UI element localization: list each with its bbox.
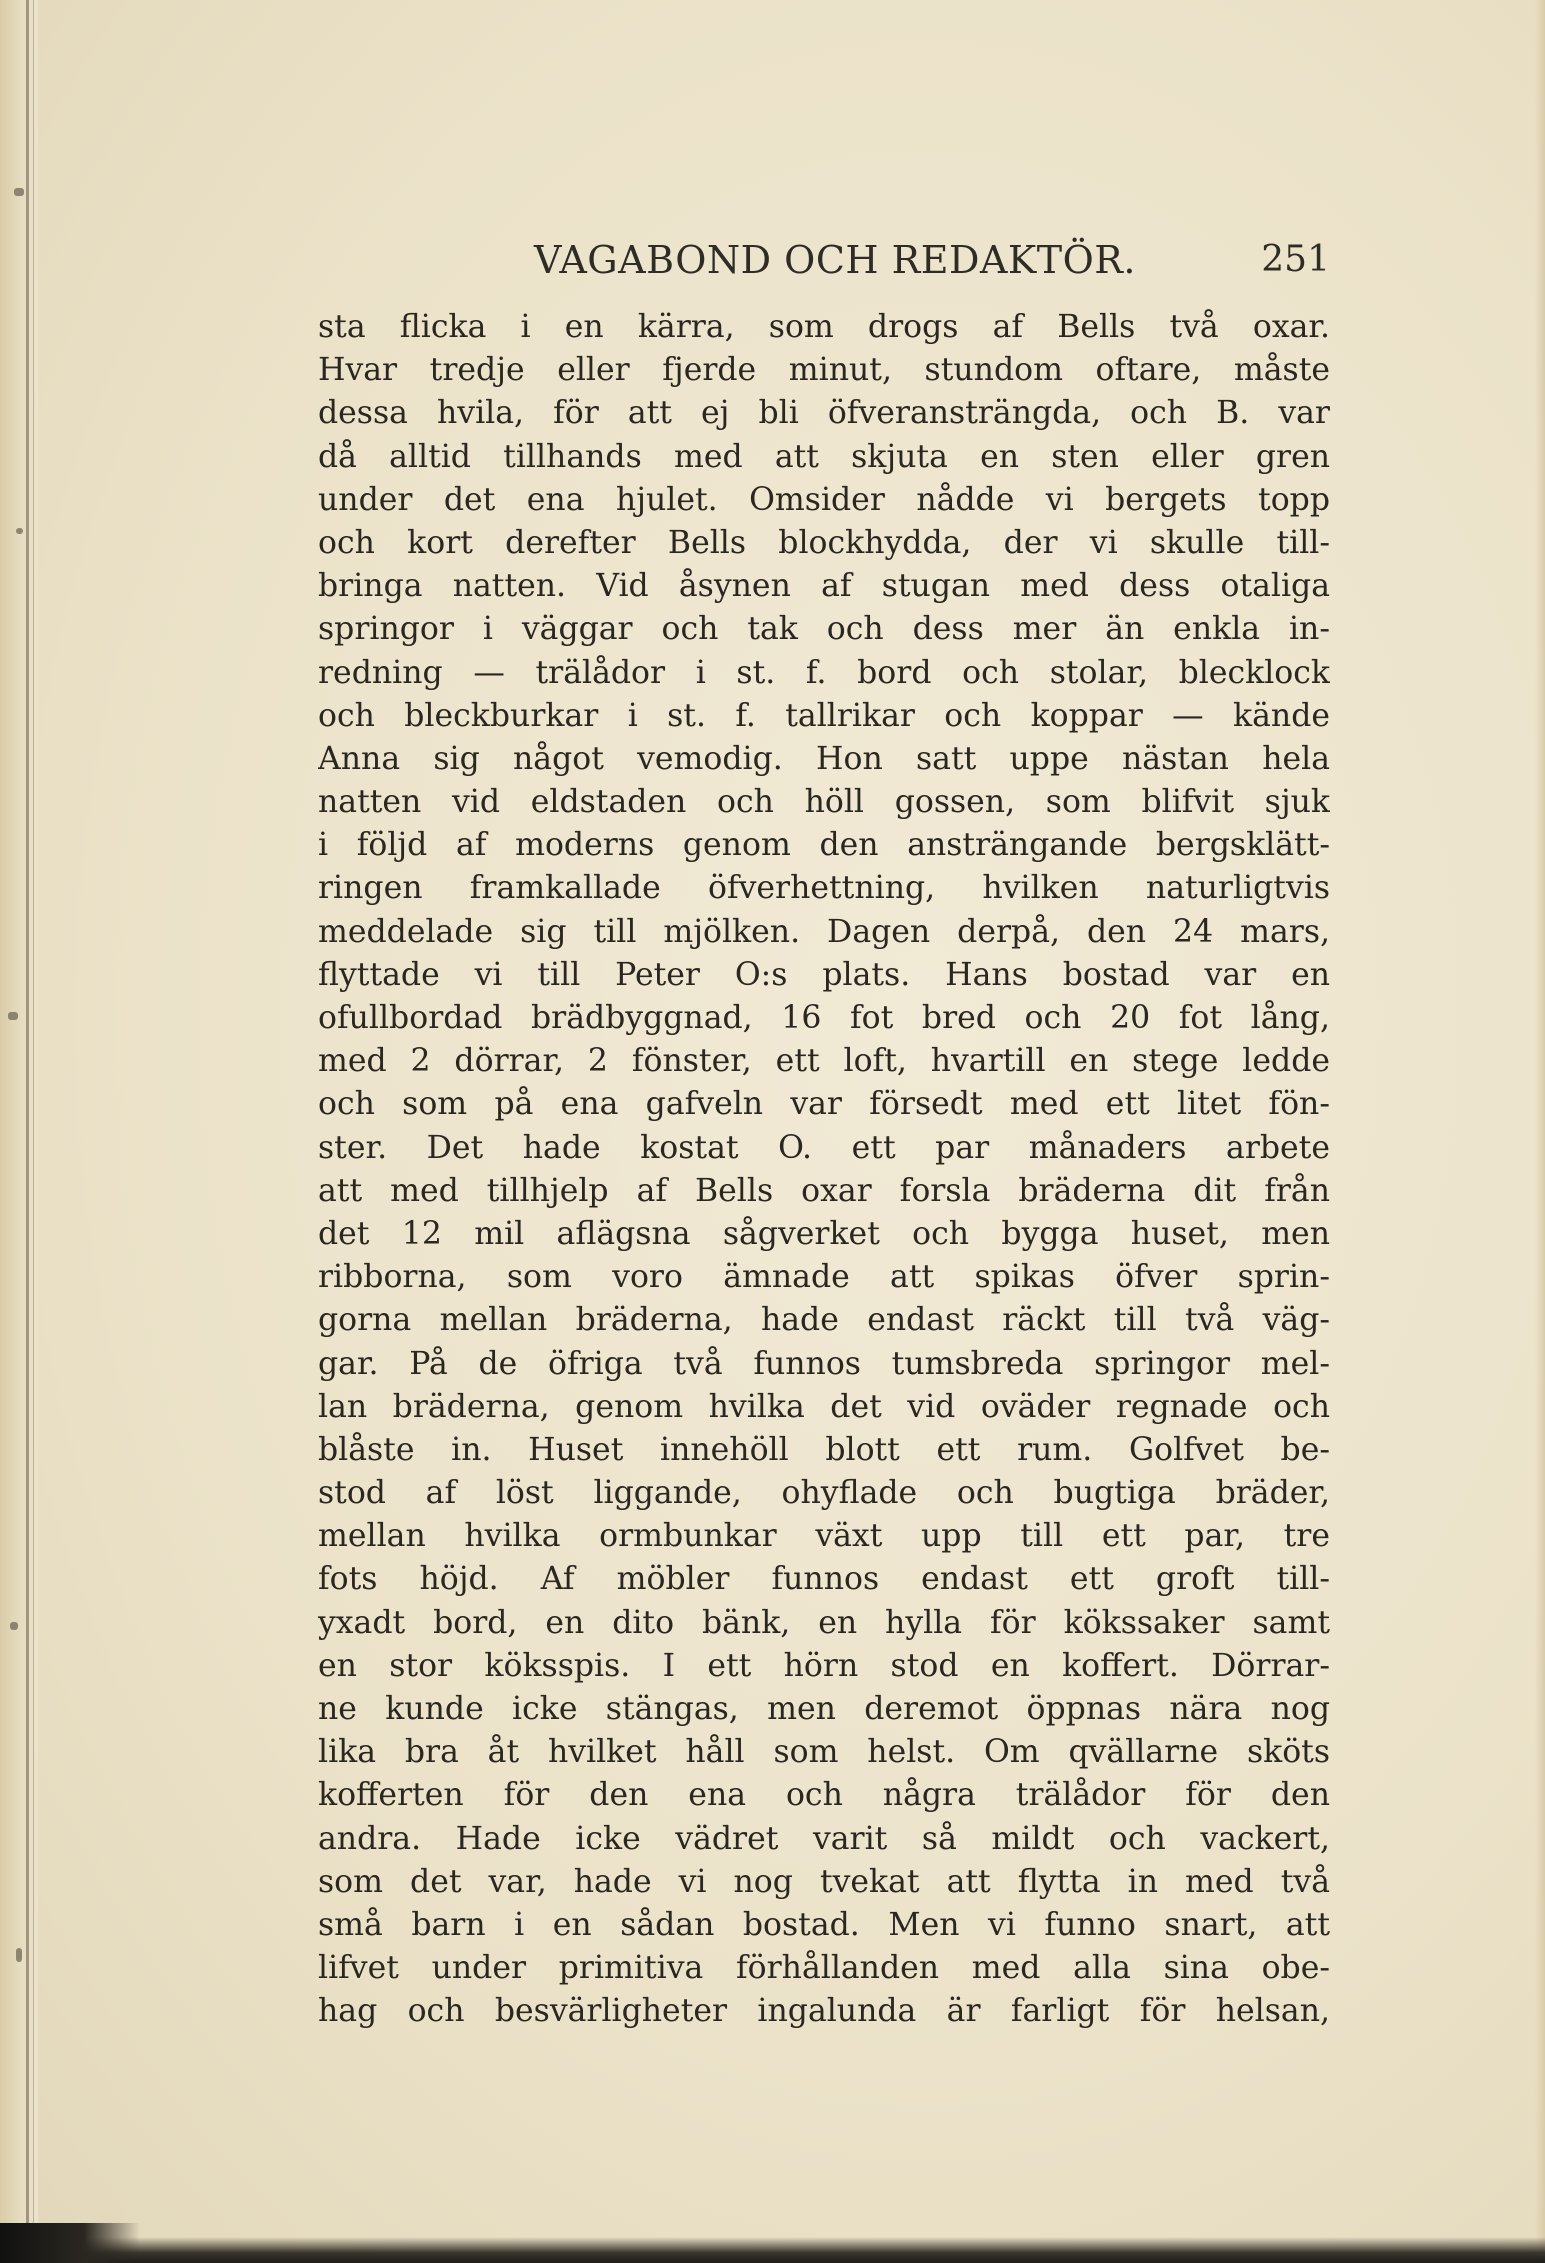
page-right-edge (1535, 0, 1545, 2263)
text-line: springor i väggar och tak och dess mer än enkla in- (318, 611, 1330, 648)
text-line: ne kunde icke stängas, men deremot öppnas nära nog (318, 1691, 1330, 1727)
text-line: hag och besvärligheter ingalunda är farligt för helsan, (318, 1993, 1330, 2030)
margin-speck (16, 528, 23, 534)
text-line: ribborna, som voro ämnade att spikas öfver sprin- (318, 1259, 1330, 1296)
text-line: det 12 mil aflägsna sågverket och bygga huset, men (318, 1215, 1330, 1252)
margin-speck (10, 1622, 18, 1630)
text-line: som det var, hade vi nog tvekat att flytta in med två (318, 1863, 1330, 1900)
text-line: stod af löst liggande, ohyflade och bugtiga bräder, (318, 1475, 1330, 1512)
text-line: kofferten för den ena och några trälådor för den (318, 1777, 1330, 1814)
text-line: gorna mellan bräderna, hade endast räckt till två väg- (318, 1302, 1330, 1339)
text-line: natten vid eldstaden och höll gossen, som blifvit sjuk (318, 784, 1330, 821)
text-line: en stor köksspis. I ett hörn stod en koffert. Dörrar- (318, 1647, 1330, 1684)
page-header (318, 232, 1330, 288)
text-line: Anna sig något vemodig. Hon satt uppe nästan hela (318, 740, 1330, 777)
text-line: dessa hvila, för att ej bli öfveransträngda, och B. var (318, 395, 1330, 432)
margin-speck (14, 188, 24, 196)
text-line: meddelade sig till mjölken. Dagen derpå, den 24 mars, (318, 913, 1330, 950)
running-title: VAGABOND OCH REDAKTÖR. (534, 238, 1136, 282)
text-line: och bleckburkar i st. f. tallrikar och koppar — kände (318, 697, 1330, 734)
text-line: då alltid tillhands med att skjuta en sten eller gren (318, 438, 1330, 475)
text-line: ster. Det hade kostat O. ett par månaders arbete (318, 1129, 1330, 1166)
text-line: med 2 dörrar, 2 fönster, ett loft, hvartill en stege ledde (318, 1043, 1330, 1080)
text-line: gar. På de öfriga två funnos tumsbreda springor mel- (318, 1345, 1330, 1382)
text-line: blåste in. Huset innehöll blott ett rum. Golfvet be- (318, 1431, 1330, 1468)
text-line: fots höjd. Af möbler funnos endast ett groft till- (318, 1561, 1330, 1598)
text-line: flyttade vi till Peter O:s plats. Hans bostad var en (318, 956, 1330, 993)
body-text (318, 306, 1330, 2034)
text-line: och kort derefter Bells blockhydda, der vi skulle till- (318, 524, 1330, 561)
text-line: lifvet under primitiva förhållanden med alla sina obe- (318, 1950, 1330, 1987)
page-bottom-shadow (0, 2237, 1545, 2263)
text-line: andra. Hade icke vädret varit så mildt och vackert, (318, 1820, 1330, 1857)
text-line: ofullbordad brädbyggnad, 16 fot bred och 20 fot lång, (318, 1000, 1330, 1036)
text-line: ringen framkallade öfverhettning, hvilken naturligtvis (318, 870, 1330, 907)
text-line: mellan hvilka ormbunkar växt upp till ett par, tre (318, 1518, 1330, 1555)
margin-speck (8, 1012, 18, 1020)
text-line: sta flicka i en kärra, som drogs af Bells två oxar. (318, 309, 1330, 345)
page-corner-shadow (0, 2223, 140, 2263)
text-line: att med tillhjelp af Bells oxar forsla bräderna dit från (318, 1172, 1330, 1209)
text-line: små barn i en sådan bostad. Men vi funno snart, att (318, 1906, 1330, 1943)
text-line: under det ena hjulet. Omsider nådde vi bergets topp (318, 481, 1330, 518)
text-line: bringa natten. Vid åsynen af stugan med dess otaliga (318, 568, 1330, 605)
text-line: yxadt bord, en dito bänk, en hylla för kökssaker samt (318, 1604, 1330, 1641)
text-line: redning — trälådor i st. f. bord och stolar, blecklock (318, 654, 1330, 691)
text-line: lan bräderna, genom hvilka det vid oväder regnade och (318, 1388, 1330, 1425)
text-line: lika bra åt hvilket håll som helst. Om qvällarne sköts (318, 1734, 1330, 1771)
text-line: Hvar tredje eller fjerde minut, stundom oftare, måste (318, 352, 1330, 389)
text-line: i följd af moderns genom den ansträngande bergsklätt- (318, 827, 1330, 864)
page-number: 251 (1261, 239, 1330, 280)
text-line: och som på ena gafveln var försedt med ett litet fön- (318, 1086, 1330, 1123)
margin-speck (16, 1948, 22, 1962)
gutter-edge-line (26, 0, 29, 2263)
gutter-edge-line-thin (33, 0, 34, 2263)
